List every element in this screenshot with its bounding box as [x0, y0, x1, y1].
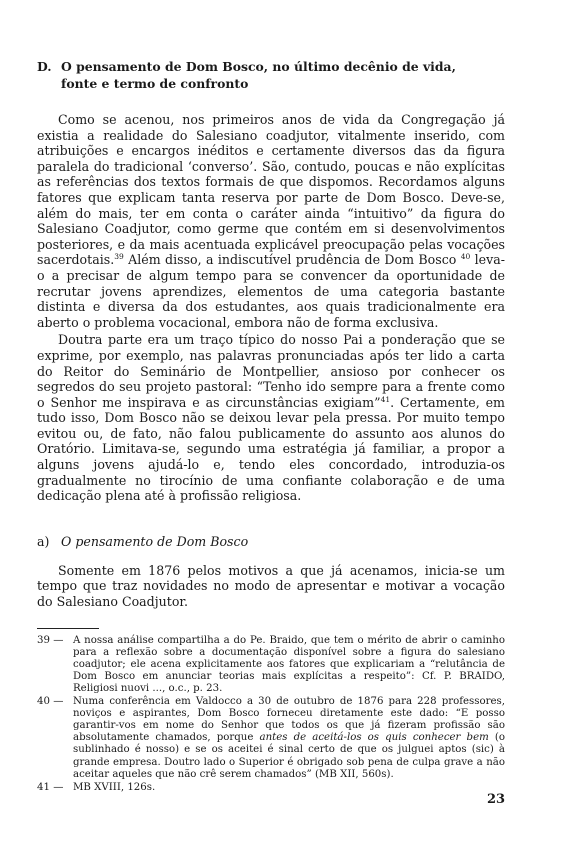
- paragraph-3: Somente em 1876 pelos motivos a que já acenamos, inicia-se um tempo que traz novidades no modo de apresentar e motivar a vocação do Salesiano Coadjutor.: [37, 562, 505, 610]
- subsection-title: O pensamento de Dom Bosco: [61, 533, 249, 549]
- footnote-40-text-a: Numa conferência em Valdocco a 30 de outubro de 1876 para 228 professores, noviços e aspirantes, Dom Bosco forneceu diretamente este dado: “E posso garantir-vos em nome do Senhor que todos os que já fizeram profissão são absolutamente chamados, porque: [73, 696, 505, 744]
- footnote-41: [37, 782, 505, 794]
- footnote-40-text: [73, 696, 505, 781]
- paragraph-1-text-a: Como se acenou, nos primeiros anos de vida da Congregação já existia a realidade do Salesiano coadjutor, vitalmente inserido, com atribuições e encargos inéditos e certamente diversos das da figura paralela do tradicional ‘converso’. São, contudo, poucas e não explícitas as referências dos textos formais de que dispomos. Recordamos alguns fatores que explicam tanta reserva por parte de Dom Bosco. Deve-se, além do mais, ter em conta o caráter ainda “intuitivo” da figura do Salesiano Coadjutor, como germe que contém em si desenvolvimentos posteriores, e da mais acentuada explicável preocupação pelas vocações sacerdotais.: [37, 112, 505, 268]
- footnote-ref-41: 41: [380, 394, 391, 404]
- section-title: [61, 58, 505, 92]
- paragraph-2: [37, 332, 505, 504]
- paragraph-1-text-b: Além disso, a indiscutível prudência de Dom Bosco: [123, 252, 461, 268]
- paragraph-1: [37, 112, 505, 330]
- section-title-line2: fonte e termo de confronto: [61, 76, 249, 91]
- footnote-39: [37, 635, 505, 695]
- footnote-41-number: 41 —: [37, 781, 64, 793]
- footnote-39-text: A nossa análise compartilha a do Pe. Braido, que tem o mérito de abrir o caminho para a reflexão sobre a documentação disponível sobre a figura do salesiano coadjutor; ele acena explicitamente aos fatores que explicariam a “relutância de Dom Bosco em anunciar teorias mais explícitas a respeito”: Cf. P. BRAIDO, Religiosi nuovi ..., o.c., p. 23.: [73, 634, 505, 694]
- footnote-40: [37, 696, 505, 781]
- section-heading: [37, 58, 505, 92]
- section-letter: D.: [37, 59, 52, 74]
- subsection-label: a): [37, 533, 50, 549]
- footnote-ref-40: 40: [460, 252, 471, 262]
- footnote-41-text: MB XVIII, 126s.: [73, 781, 156, 793]
- section-title-line1: O pensamento de Dom Bosco, no último decênio de vida,: [61, 59, 456, 74]
- footnote-40-number: 40 —: [37, 696, 64, 708]
- footnote-ref-39: 39: [114, 252, 124, 262]
- paragraph-2-text-b: . Certamente, em tudo isso, Dom Bosco não se deixou levar pela pressa. Por muito tempo evitou ou, de fato, não falou publicamente do assunto aos alunos do Oratório. Limitava-se, segundo uma estratégia já familiar, a propor a alguns jovens ajudá-lo e, tendo eles concordado, introduzia-os gradualmente no tirocínio de uma confiante colaboração e de uma dedicação plena até à profissão religiosa.: [37, 394, 505, 504]
- paragraph-1-text-c: leva-o a precisar de algum tempo para se convencer da oportunidade de recrutar jovens aprendizes, elementos de uma categoria bastante distinta e diversa da dos estudantes, aos quais tradicionalmente era aberto o problema vocacional, embora não de forma exclusiva.: [37, 252, 505, 330]
- footnote-divider: [37, 628, 99, 629]
- footnote-40-emphasis: antes de aceitá-los os quis conhecer bem: [259, 732, 489, 744]
- footnote-40-text-b: (o sublinhado é nosso) e se os aceitei é sinal certo de que os julguei aptos (sic) à grande empresa. Doutro lado o Superior é obrigado sob pena de culpa grave a não aceitar aqueles que não crê serem chamados” (MB XII, 560s).: [73, 732, 505, 780]
- paragraph-2-text-a: Doutra parte era um traço típico do nosso Pai a ponderação que se exprime, por exemplo, nas palavras pronunciadas após ter lido a carta do Reitor do Seminário de Montpellier, ansioso por conhecer os segredos do seu projeto pastoral: “Tenho ido sempre para a frente como o Senhor me inspirava e as circunstâncias exigiam”: [37, 332, 505, 410]
- page-body: [37, 58, 505, 795]
- page-number: 23: [487, 792, 506, 807]
- subsection-heading: [37, 534, 505, 550]
- footnote-39-number: 39 —: [37, 634, 64, 646]
